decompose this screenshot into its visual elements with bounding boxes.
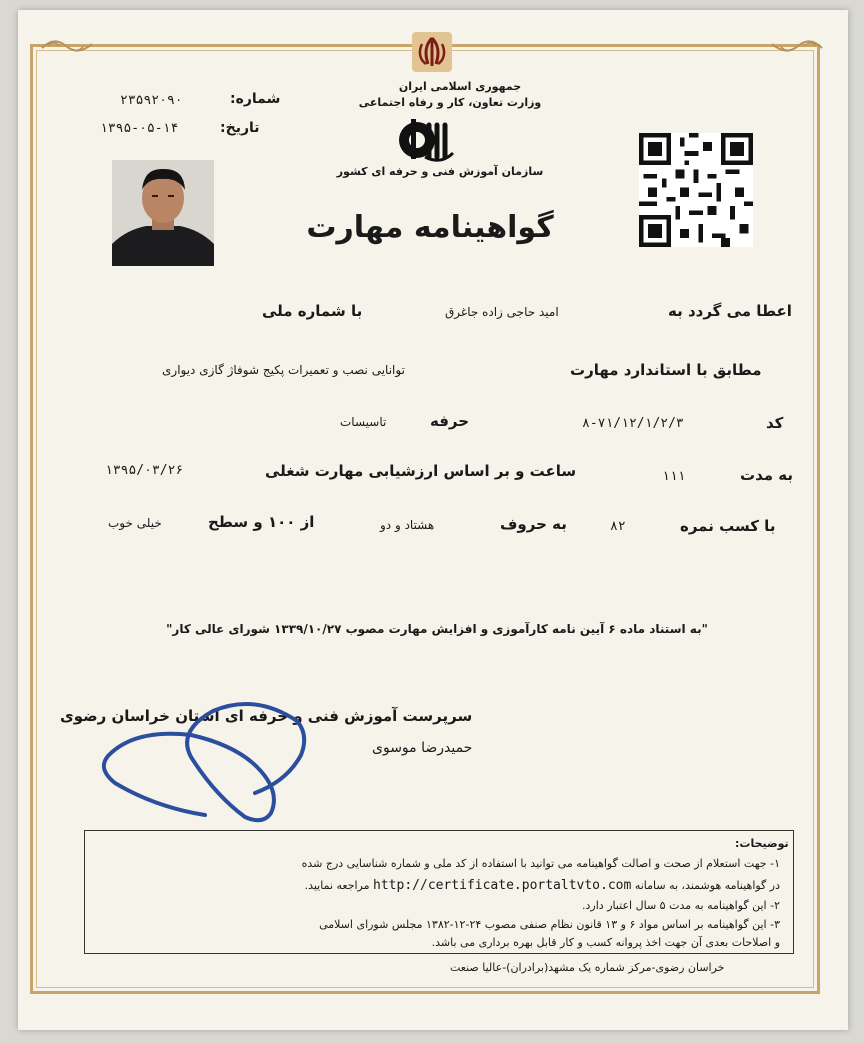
score-value: ۸۲	[610, 519, 626, 534]
notes-heading: توضیحات:	[735, 837, 789, 850]
note-line-2-prefix: در گواهینامه هوشمند، به سامانه	[634, 879, 780, 892]
holder-photo	[112, 160, 214, 266]
number-value: ۲۳۵۹۲۰۹۰	[120, 93, 183, 108]
exam-date: ۱۳۹۵/۰۳/۲۶	[105, 463, 184, 478]
signatory-name: حمیدرضا موسوی	[372, 740, 473, 756]
granted-label: اعطا می گردد به	[668, 302, 792, 320]
republic-label: جمهوری اسلامی ایران	[398, 80, 522, 93]
note-line-4: ۳- این گواهینامه بر اساس مواد ۶ و ۱۳ قانون نظام صنفی مصوب ۲۴-۱۲-۱۳۸۲ مجلس شورای اسلامی	[319, 918, 780, 931]
qr-code	[639, 133, 753, 247]
standard-label: مطابق با استاندارد مهارت	[570, 361, 762, 379]
hours-evaluation-label: ساعت و بر اساس ارزشیابی مهارت شغلی	[265, 462, 577, 480]
issuing-center: خراسان رضوی-مرکز شماره یک مشهد(برادران)-عالیا صنعت	[450, 961, 725, 974]
note-line-2	[100, 878, 780, 893]
trade-value: تاسیسات	[340, 415, 387, 429]
number-label: شماره:	[230, 91, 281, 107]
out-of-level-label: از ۱۰۰ و سطح	[208, 513, 315, 531]
trade-label: حرفه	[430, 412, 470, 430]
code-label: کد	[766, 414, 784, 432]
note-line-1: ۱- جهت استعلام از صحت و اصالت گواهینامه می توانید با استفاده از کد ملی و شماره شناسایی درج شده	[301, 857, 780, 870]
iran-emblem-icon	[412, 32, 452, 72]
duration-value: ۱۱۱	[662, 469, 686, 484]
certificate-title: گواهینامه مهارت	[306, 210, 554, 245]
note-line-5: و اصلاحات بعدی آن جهت اخذ پروانه کسب و کار قابل بهره برداری می باشد.	[431, 936, 780, 949]
handwritten-signature	[95, 695, 310, 830]
holder-name: امید حاجی زاده جاغرق	[445, 305, 559, 319]
level-value: خیلی خوب	[108, 516, 162, 530]
verification-url-link[interactable]: http://certificate.portaltvto.com	[373, 878, 632, 893]
organization-label: سازمان آموزش فنی و حرفه ای کشور	[336, 165, 544, 178]
legal-citation: "به استناد ماده ۶ آیین نامه کارآموزی و افزایش مهارت مصوب ۱۳۳۹/۱۰/۲۷ شورای عالی کار"	[166, 622, 708, 636]
ministry-label: وزارت تعاون، کار و رفاه اجتماعی	[358, 96, 542, 109]
duration-label: به مدت	[740, 466, 793, 484]
date-label: تاریخ:	[220, 120, 260, 136]
signatory-title: سرپرست آموزش فنی و حرفه ای استان خراسان رضوی	[60, 707, 473, 725]
letters-value: هشتاد و دو	[380, 518, 435, 532]
note-line-3: ۲- این گواهینامه به مدت ۵ سال اعتبار دارد.	[582, 899, 780, 912]
date-value: ۱۳۹۵-۰۵-۱۴	[100, 121, 179, 136]
note-line-2-suffix: مراجعه نمایید.	[304, 879, 370, 892]
portrait-image	[112, 160, 214, 266]
standard-value: توانایی نصب و تعمیرات پکیج شوفاژ گازی دیواری	[162, 363, 405, 377]
tvto-logo-icon	[395, 117, 457, 163]
national-id-label: با شماره ملی	[262, 302, 363, 320]
letters-label: به حروف	[500, 515, 567, 533]
score-label: با کسب نمره	[680, 517, 776, 535]
code-value: ۸-۷۱/۱۲/۱/۲/۳	[582, 416, 684, 431]
ornament-top-left	[40, 34, 94, 58]
ornament-top-right	[770, 34, 824, 58]
